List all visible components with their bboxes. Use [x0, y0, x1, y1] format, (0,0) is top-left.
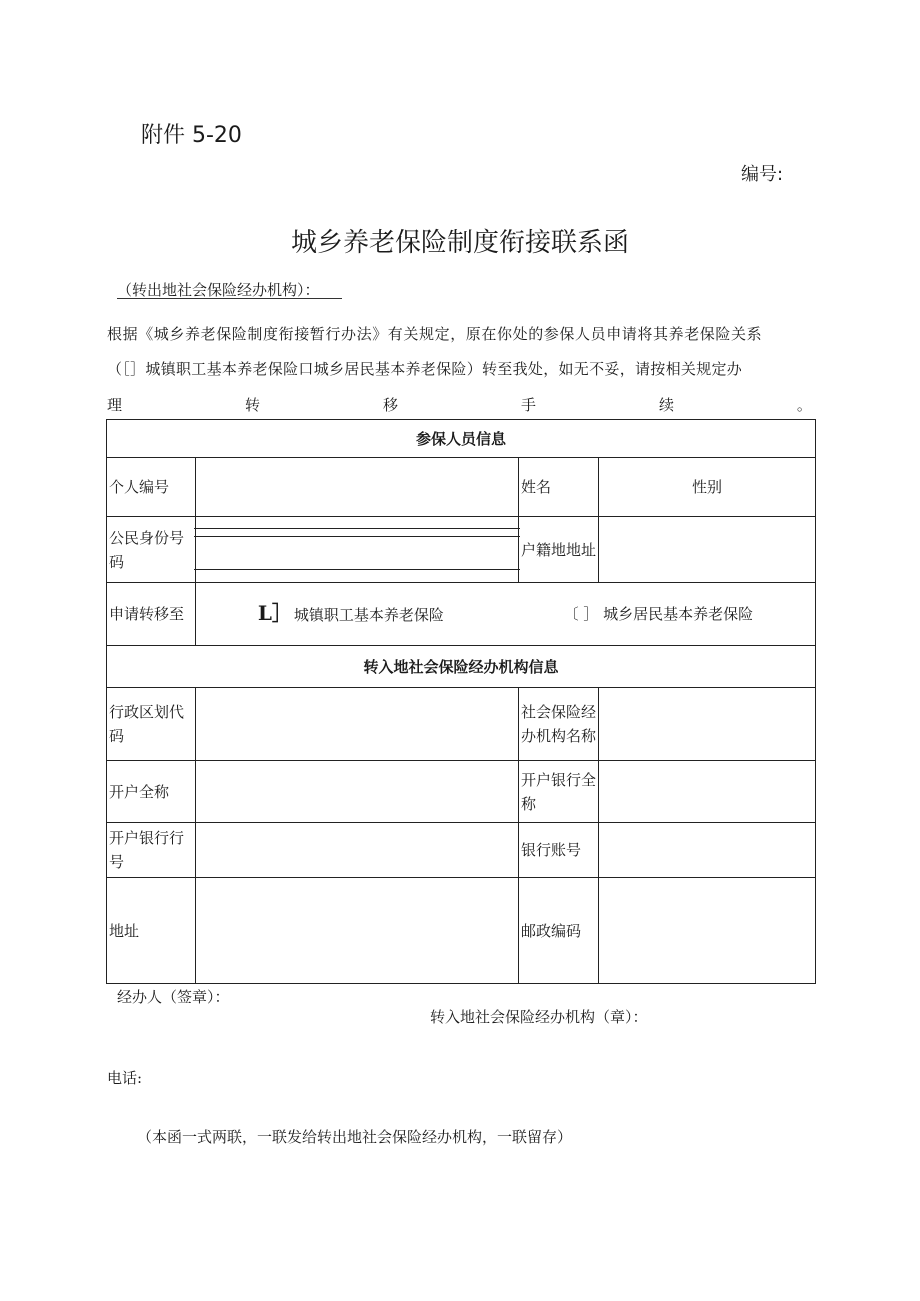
body-paragraph-line-3 — [107, 394, 812, 415]
postcode-field[interactable] — [599, 878, 816, 984]
document-title: 城乡养老保险制度衔接联系函 — [290, 228, 629, 258]
bank-account-field[interactable] — [599, 823, 816, 878]
agency-name-field[interactable] — [599, 688, 816, 761]
postcode-label: 邮政编码 — [519, 878, 599, 984]
para3-char: 。 — [796, 396, 812, 414]
address-field[interactable] — [196, 878, 519, 984]
option-urban-employee[interactable] — [258, 601, 444, 627]
bank-account-label: 银行账号 — [519, 823, 599, 878]
section-title-agency-info: 转入地社会保险经办机构信息 — [107, 646, 816, 688]
hukou-address-label: 户籍地地址 — [519, 517, 599, 583]
para3-char: 理 — [107, 396, 123, 414]
transfer-to-label: 申请转移至 — [107, 583, 196, 646]
checkbox-icon[interactable]: 〔 ］ — [563, 605, 599, 623]
admin-code-label: 行政区划代码 — [107, 688, 196, 761]
para3-char: 手 — [520, 396, 536, 414]
option-urban-employee-label: 城镇职工基本养老保险 — [293, 606, 444, 624]
phone-label: 电话: — [107, 1069, 143, 1087]
bank-code-field[interactable] — [196, 823, 519, 878]
id-line — [194, 528, 520, 529]
handler-signature-label: 经办人（签章）： — [117, 988, 230, 1006]
name-label: 姓名 — [519, 458, 599, 517]
bank-code-label: 开户银行行号 — [107, 823, 196, 878]
recipient-line: （转出地社会保险经办机构）： — [117, 281, 320, 299]
option-urban-rural-resident-label: 城乡居民基本养老保险 — [603, 605, 754, 623]
transfer-options — [196, 583, 816, 646]
footnote: （本函一式两联，一联发给转出地社会保险经办机构，一联留存） — [137, 1128, 573, 1146]
agency-name-label: 社会保险经办机构名称 — [519, 688, 599, 761]
recipient-underline — [117, 298, 342, 299]
attachment-number: 附件 5-20 — [141, 123, 242, 148]
address-label: 地址 — [107, 878, 196, 984]
gender-label: 性别 — [599, 458, 816, 517]
account-name-label: 开户全称 — [107, 761, 196, 823]
bank-name-label: 开户银行全称 — [519, 761, 599, 823]
hukou-address-field[interactable] — [599, 517, 816, 583]
para3-char: 移 — [382, 396, 398, 414]
agency-seal-label: 转入地社会保险经办机构（章）： — [430, 1008, 648, 1026]
para3-char: 转 — [244, 396, 260, 414]
serial-number-label: 编号: — [741, 164, 784, 185]
body-paragraph-line-1: 根据《城乡养老保险制度衔接暂行办法》有关规定，原在你处的参保人员申请将其养老保险关系 — [107, 325, 763, 343]
citizen-id-label: 公民身份号码 — [107, 517, 196, 583]
citizen-id-field[interactable] — [196, 517, 519, 583]
info-table — [106, 419, 816, 984]
para3-char: 续 — [658, 396, 674, 414]
citizen-id-lines — [196, 517, 518, 582]
section-title-insured-info: 参保人员信息 — [107, 420, 816, 458]
checkbox-icon[interactable]: L］ — [257, 601, 292, 625]
personal-id-field[interactable] — [196, 458, 519, 517]
admin-code-field[interactable] — [196, 688, 519, 761]
bank-name-field[interactable] — [599, 761, 816, 823]
id-line — [194, 536, 520, 537]
option-urban-rural-resident[interactable] — [564, 602, 754, 626]
body-paragraph-line-2: （［］城镇职工基本养老保险口城乡居民基本养老保险）转至我处，如无不妥，请按相关规定办 — [107, 360, 743, 378]
account-name-field[interactable] — [196, 761, 519, 823]
id-line — [194, 569, 520, 570]
personal-id-label: 个人编号 — [107, 458, 196, 517]
